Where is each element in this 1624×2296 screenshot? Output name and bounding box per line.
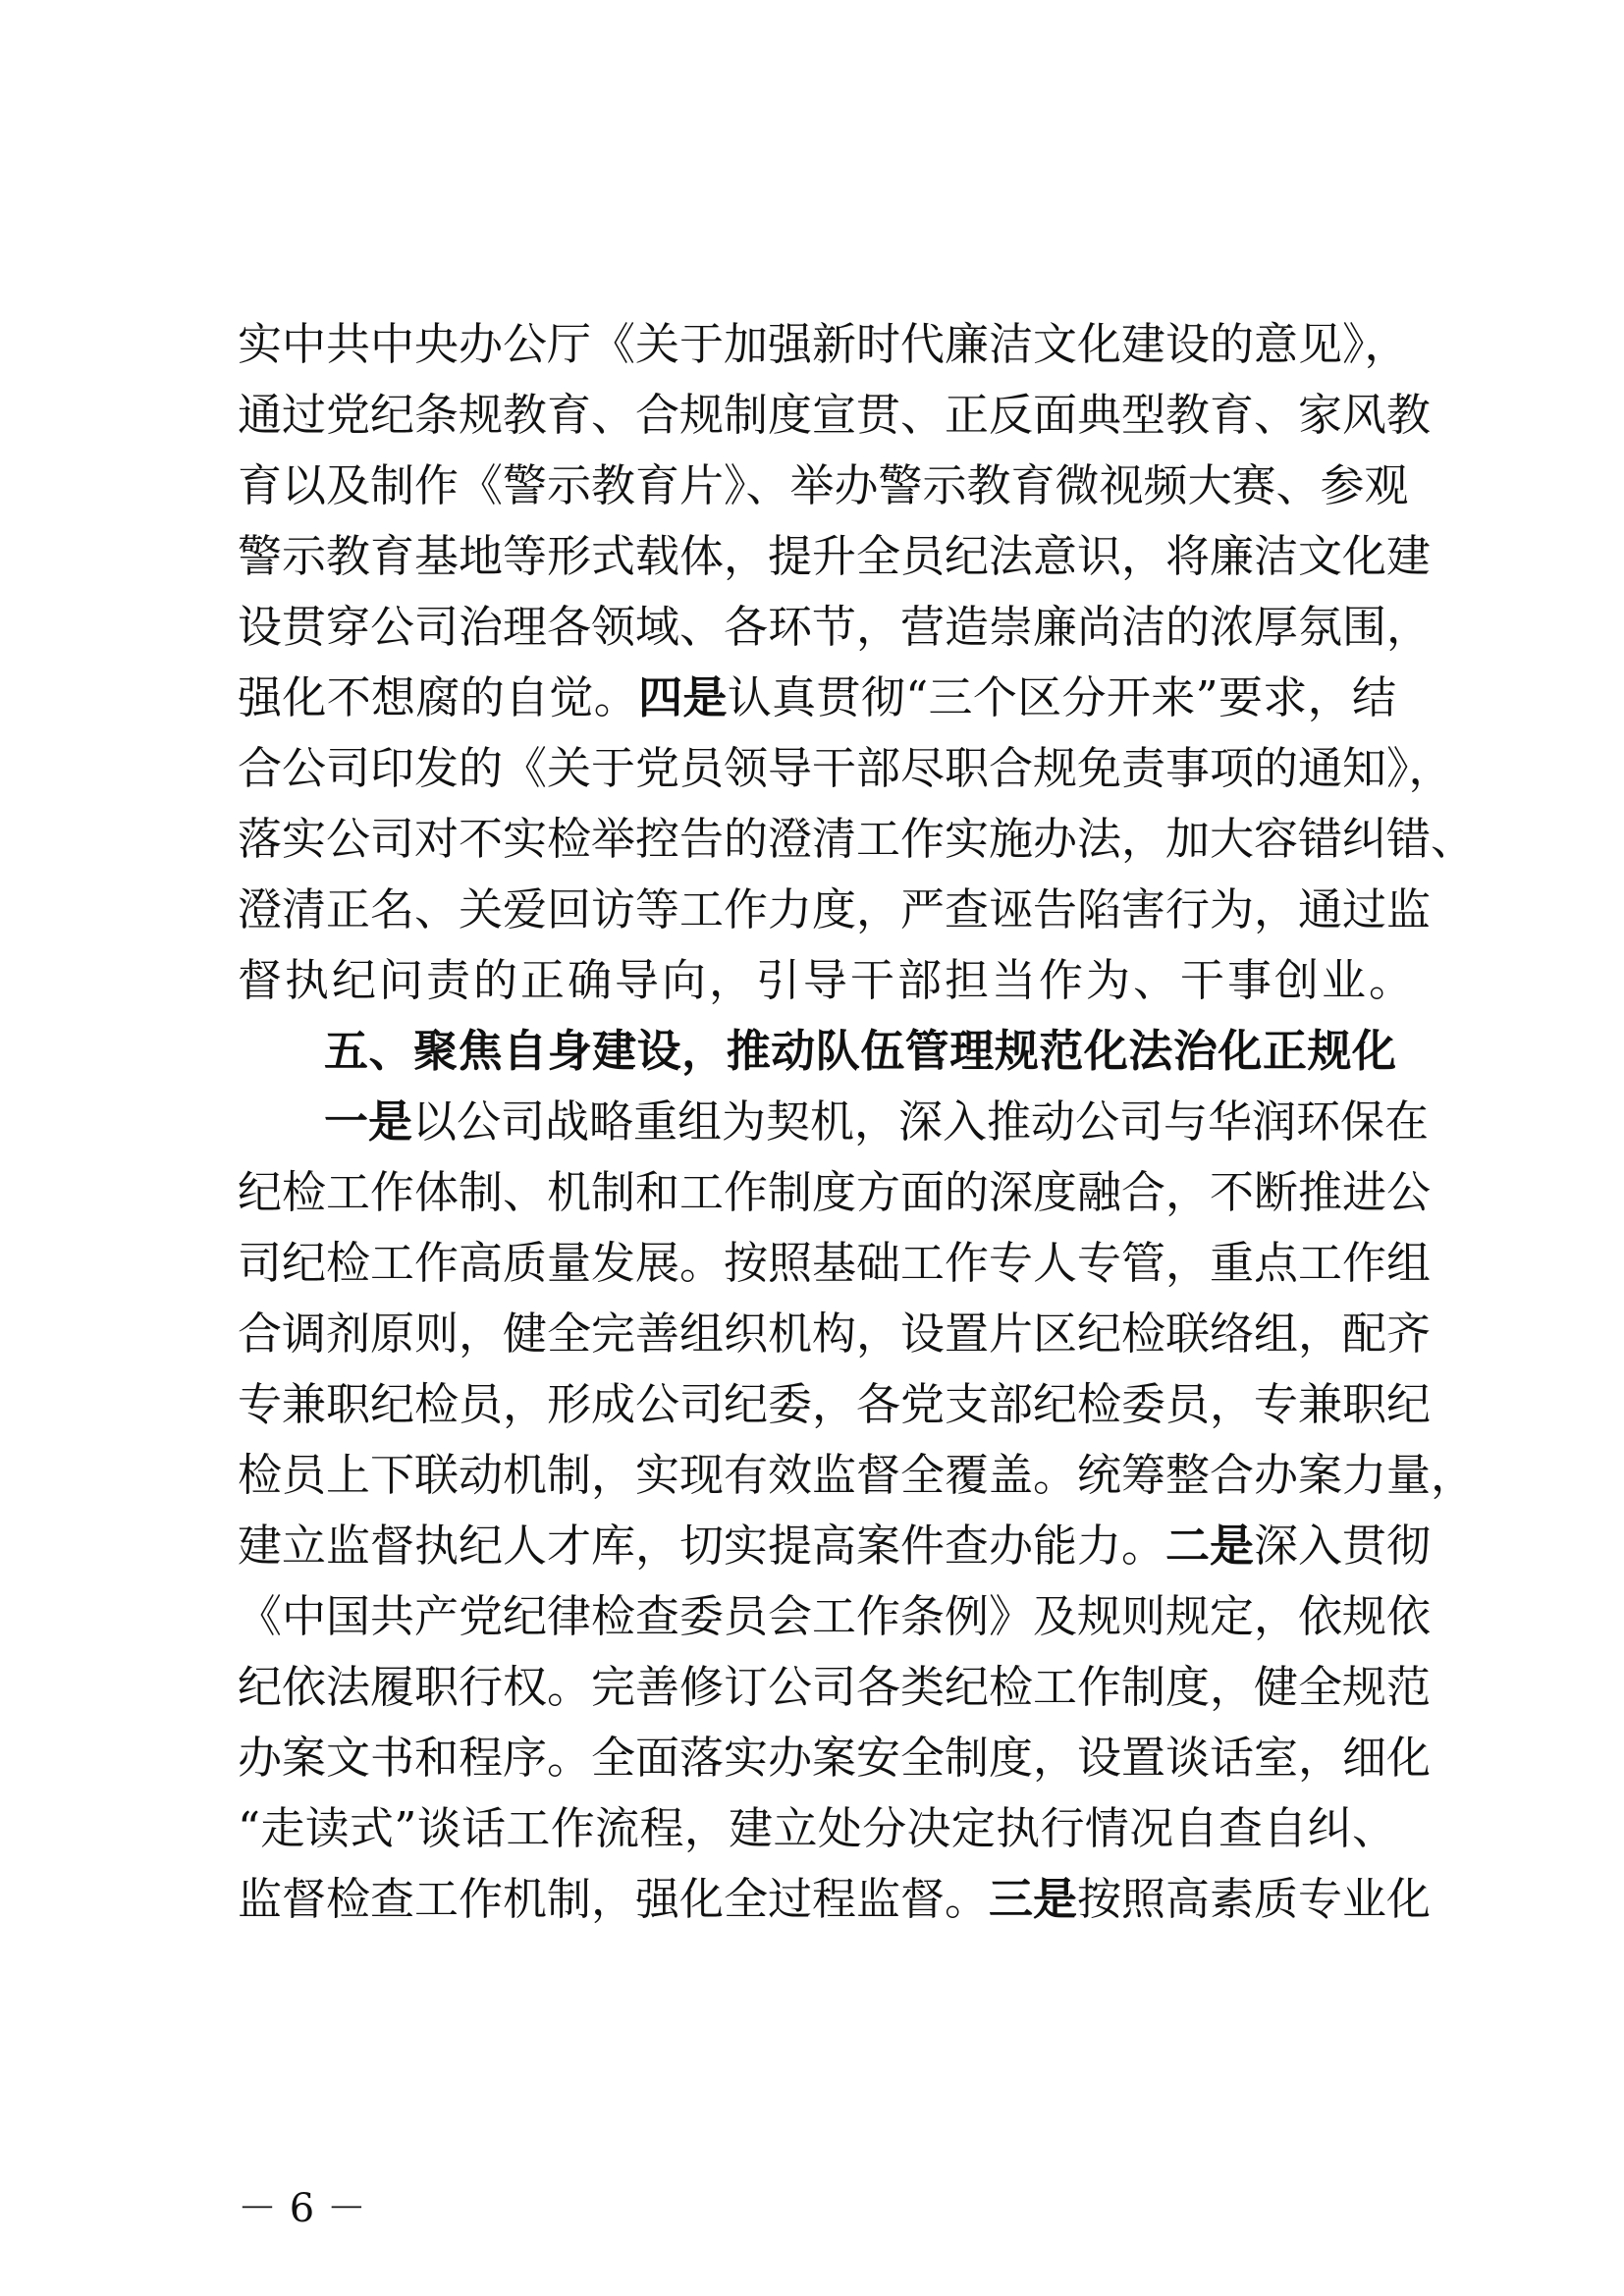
paragraph-line: 通过党纪条规教育、合规制度宣贯、正反面典型教育、家风教 xyxy=(238,389,1432,441)
text-run: 强化不想腐的自觉。 xyxy=(238,671,639,723)
paragraph-line xyxy=(238,1869,1432,1930)
text-run: 认真贯彻“三个区分开来”要求，结 xyxy=(727,671,1396,723)
bold-lead: 一是 xyxy=(324,1095,413,1148)
paragraph-line: 《中国共产党纪律检查委员会工作条例》及规则规定，依规依 xyxy=(238,1590,1432,1642)
paragraph-line: 澄清正名、关爱回访等工作力度，严查诬告陷害行为，通过监 xyxy=(238,883,1432,935)
paragraph-line: 设贯穿公司治理各领域、各环节，营造崇廉尚洁的浓厚氛围， xyxy=(238,601,1432,653)
paragraph-line: 落实公司对不实检举控告的澄清工作实施办法，加大容错纠错、 xyxy=(238,813,1476,865)
paragraph-line: 纪检工作体制、机制和工作制度方面的深度融合，不断推进公 xyxy=(238,1166,1432,1218)
paragraph-line: 专兼职纪检员，形成公司纪委，各党支部纪检委员，专兼职纪 xyxy=(238,1378,1432,1430)
paragraph-line: 警示教育基地等形式载体，提升全员纪法意识，将廉洁文化建 xyxy=(238,530,1432,582)
text-run: 按照高素质专业化 xyxy=(1077,1873,1432,1925)
paragraph-line: 实中共中央办公厅《关于加强新时代廉洁文化建设的意见》， xyxy=(238,318,1409,370)
paragraph-line: 办案文书和程序。全面落实办案安全制度，设置谈话室，细化 xyxy=(238,1732,1432,1784)
paragraph-line xyxy=(324,1092,1430,1152)
paragraph-line: 合调剂原则，健全完善组织机构，设置片区纪检联络组，配齐 xyxy=(238,1308,1432,1360)
bold-lead: 二是 xyxy=(1165,1520,1255,1572)
paragraph-line: “走读式”谈话工作流程，建立处分决定执行情况自查自纠、 xyxy=(238,1802,1396,1854)
bold-lead: 四是 xyxy=(638,671,728,723)
text-run: 以公司战略重组为契机，深入推动公司与华润环保在 xyxy=(412,1095,1430,1148)
paragraph-line xyxy=(238,667,1396,728)
paragraph-line: 纪依法履职行权。完善修订公司各类纪检工作制度，健全规范 xyxy=(238,1661,1432,1713)
paragraph-line: 合公司印发的《关于党员领导干部尽职合规免责事项的通知》， xyxy=(238,742,1453,794)
text-run: 监督检查工作机制，强化全过程监督。 xyxy=(238,1873,990,1925)
page-number: － 6 － xyxy=(238,2186,366,2231)
paragraph-line: 育以及制作《警示教育片》、举办警示教育微视频大赛、参观 xyxy=(238,459,1409,511)
paragraph-line: 督执纪问责的正确导向，引导干部担当作为、干事创业。 xyxy=(238,954,1417,1006)
paragraph-line: 检员上下联动机制，实现有效监督全覆盖。统筹整合办案力量， xyxy=(238,1449,1476,1501)
text-run: 深入贯彻 xyxy=(1254,1520,1432,1572)
text-run: 建立监督执纪人才库，切实提高案件查办能力。 xyxy=(238,1520,1166,1572)
paragraph-line: 司纪检工作高质量发展。按照基础工作专人专管，重点工作组 xyxy=(238,1237,1432,1289)
bold-lead: 三是 xyxy=(989,1873,1078,1925)
section-heading: 五、聚焦自身建设，推动队伍管理规范化法治化正规化 xyxy=(324,1025,1396,1077)
paragraph-line xyxy=(238,1516,1432,1576)
